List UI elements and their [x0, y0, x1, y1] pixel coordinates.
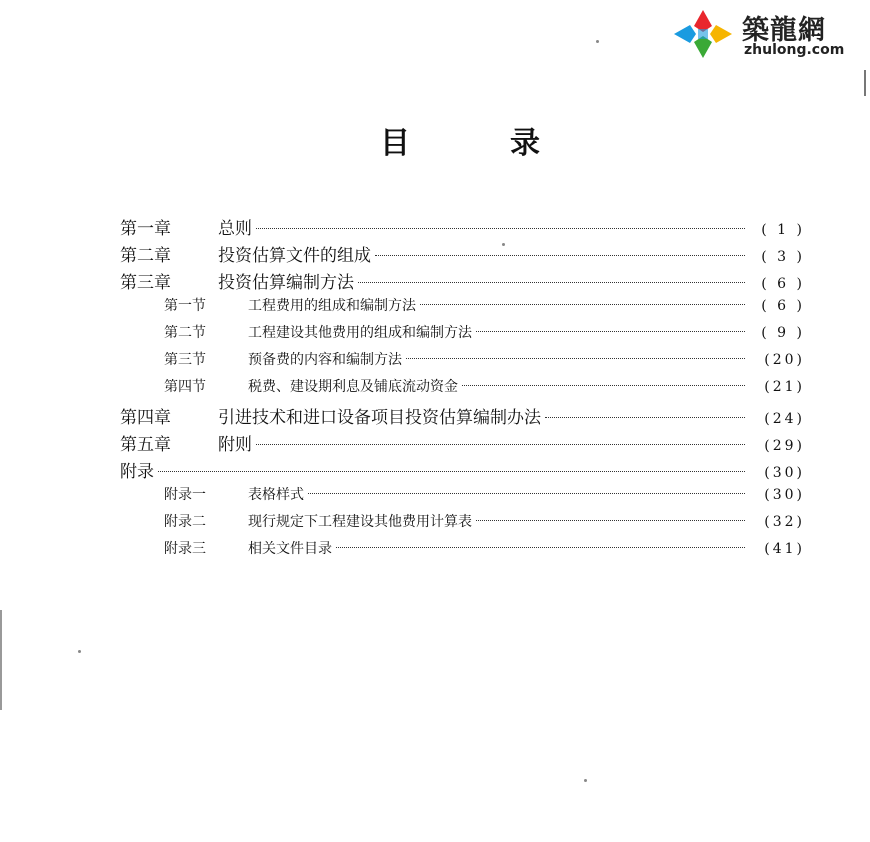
- toc-entry-title: 预备费的内容和编制方法: [248, 352, 402, 368]
- title-char-1: 目: [380, 126, 410, 161]
- toc-entry-page: ( 9 ): [761, 325, 805, 341]
- zhulong-logo: [668, 6, 864, 64]
- toc-entry: [120, 214, 805, 241]
- logo-domain: zhulong.com: [744, 42, 845, 58]
- toc-entry-title: 相关文件目录: [248, 541, 332, 557]
- toc-entry-title: 总则: [218, 219, 252, 239]
- toc-entry-number: 附录二: [164, 514, 206, 530]
- toc-entry-page: ( 3 ): [761, 249, 805, 265]
- toc-entry-number: 附录: [120, 462, 154, 482]
- toc-entry: [120, 322, 805, 349]
- scan-edge-mark: [0, 610, 2, 710]
- toc-entry-page: (30): [764, 465, 805, 481]
- toc-leader-dots: [420, 304, 745, 305]
- scan-speck: [78, 650, 81, 653]
- scan-speck: [502, 243, 505, 246]
- toc-entry-number: 第四节: [164, 379, 206, 395]
- toc-entry-title: 工程建设其他费用的组成和编制方法: [248, 325, 472, 341]
- toc-entry-number: 第二节: [164, 325, 206, 341]
- toc-entry-title: 现行规定下工程建设其他费用计算表: [248, 514, 472, 530]
- toc-leader-dots: [358, 282, 745, 283]
- toc-entry: [120, 430, 805, 457]
- scan-speck: [596, 40, 599, 43]
- toc-leader-dots: [545, 417, 745, 418]
- toc-leader-dots: [476, 331, 745, 332]
- toc-entry: [120, 241, 805, 268]
- toc-entry-number: 第三章: [120, 273, 171, 293]
- toc-entry-title: 表格样式: [248, 487, 304, 503]
- scan-speck: [584, 779, 587, 782]
- toc-entry-number: 第二章: [120, 246, 171, 266]
- toc-entry-title: 投资估算文件的组成: [218, 246, 371, 266]
- toc-leader-dots: [256, 228, 745, 229]
- toc-entry-number: 第五章: [120, 435, 171, 455]
- title-char-2: 录: [510, 126, 540, 161]
- toc-entry: [120, 349, 805, 376]
- toc-entry-page: (32): [764, 514, 805, 530]
- toc-entry-page: ( 1 ): [761, 222, 805, 238]
- toc-leader-dots: [375, 255, 745, 256]
- toc-entry: [120, 403, 805, 430]
- toc-entry-number: 第四章: [120, 408, 171, 428]
- toc-entry: [120, 295, 805, 322]
- toc-entry-number: 第一章: [120, 219, 171, 239]
- toc-entry: [120, 538, 805, 565]
- toc-entry-page: (30): [764, 487, 805, 503]
- scan-edge-mark: [864, 70, 866, 96]
- toc-entry-page: ( 6 ): [761, 276, 805, 292]
- toc-entry: [120, 457, 805, 484]
- toc-leader-dots: [308, 493, 745, 494]
- toc-leader-dots: [462, 385, 745, 386]
- toc-entry-number: 第一节: [164, 298, 206, 314]
- toc-entry-number: 附录三: [164, 541, 206, 557]
- toc-leader-dots: [406, 358, 745, 359]
- toc-entry: [120, 511, 805, 538]
- toc-entry-title: 工程费用的组成和编制方法: [248, 298, 416, 314]
- toc-entry-title: 税费、建设期利息及铺底流动资金: [248, 379, 458, 395]
- toc-leader-dots: [158, 471, 745, 472]
- toc-entry-page: ( 6 ): [761, 298, 805, 314]
- toc-entry-title: 附则: [218, 435, 252, 455]
- toc-entry: [120, 376, 805, 403]
- toc-leader-dots: [476, 520, 745, 521]
- toc-entry: [120, 484, 805, 511]
- toc-entry: [120, 268, 805, 295]
- toc-entry-page: (29): [764, 438, 805, 454]
- table-of-contents: [120, 214, 805, 565]
- toc-entry-title: 引进技术和进口设备项目投资估算编制办法: [218, 408, 541, 428]
- logo-chinese-name: 築龍網: [742, 15, 826, 46]
- toc-entry-number: 第三节: [164, 352, 206, 368]
- toc-entry-page: (41): [764, 541, 805, 557]
- page-title: [380, 118, 540, 161]
- toc-entry-page: (20): [764, 352, 805, 368]
- toc-leader-dots: [336, 547, 745, 548]
- toc-entry-number: 附录一: [164, 487, 206, 503]
- toc-entry-page: (21): [764, 379, 805, 395]
- toc-leader-dots: [256, 444, 745, 445]
- toc-entry-title: 投资估算编制方法: [218, 273, 354, 293]
- toc-entry-page: (24): [764, 411, 805, 427]
- logo-pinwheel-icon: [672, 8, 734, 60]
